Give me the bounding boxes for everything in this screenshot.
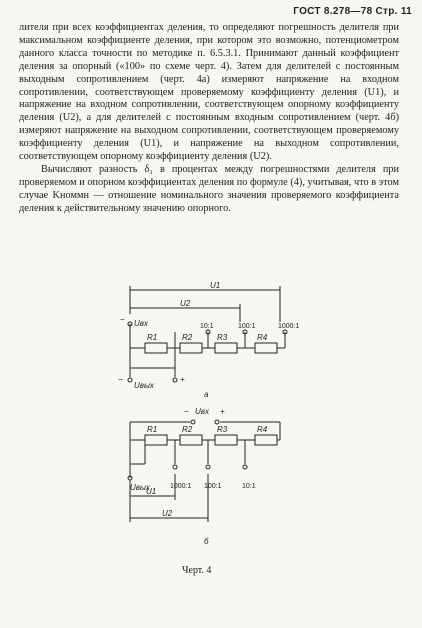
label-b: б bbox=[204, 537, 209, 546]
resistor-r1-b bbox=[145, 435, 167, 445]
label-r4-b: R4 bbox=[257, 425, 268, 434]
resistor-r4-b bbox=[255, 435, 277, 445]
label-uout-b: Uвых bbox=[130, 483, 150, 492]
label-ratio-1000-a: 1000:1 bbox=[278, 323, 300, 330]
label-r4-a: R4 bbox=[257, 333, 268, 342]
resistor-r1-a bbox=[145, 343, 167, 353]
label-r3-b: R3 bbox=[217, 425, 228, 434]
page-header: ГОСТ 8.278—78 Стр. 11 bbox=[293, 6, 412, 17]
resistor-r3-a bbox=[215, 343, 237, 353]
figure-caption: Черт. 4 bbox=[182, 565, 212, 576]
label-minus-out-a: − bbox=[118, 375, 123, 384]
resistor-r2-a bbox=[180, 343, 202, 353]
label-ratio-100-a: 100:1 bbox=[238, 323, 256, 330]
label-r2-b: R2 bbox=[182, 425, 193, 434]
label-u2-b: U2 bbox=[162, 509, 173, 518]
label-ratio-1000-b: 1000:1 bbox=[170, 483, 192, 490]
resistor-r3-b bbox=[215, 435, 237, 445]
label-minus-a: − bbox=[120, 315, 125, 324]
label-ratio-10-b: 10:1 bbox=[242, 483, 256, 490]
label-uin-b: Uвх bbox=[195, 407, 209, 416]
resistor-r2-b bbox=[180, 435, 202, 445]
resistor-r4-a bbox=[255, 343, 277, 353]
label-u2-a: U2 bbox=[180, 299, 191, 308]
label-r3-a: R3 bbox=[217, 333, 228, 342]
label-uin-a: Uвх bbox=[134, 319, 148, 328]
label-r1-a: R1 bbox=[147, 333, 158, 342]
body-text bbox=[19, 22, 399, 216]
label-minus-b: − bbox=[184, 407, 189, 416]
label-plus-a: + bbox=[180, 375, 185, 384]
label-u1-a: U1 bbox=[210, 282, 221, 290]
paragraph-2: Вычисляют разность δ₁ в процентах между погрешностями делителя при проверяемом и опорном коэффициентах деления по формуле (4), учитывая, что в этом случае Kноммн — отношение номинального значения проверяемого коэффициента деления к действительному значению опорного. bbox=[19, 163, 399, 214]
label-r1-b: R1 bbox=[147, 425, 158, 434]
label-ratio-100-b: 100:1 bbox=[204, 483, 222, 490]
label-uout-a: Uвых bbox=[134, 381, 154, 390]
paragraph-1: лителя при всех коэффициентах деления, то определяют погрешность делителя при максимальном коэффициенте деления, при котором это возможно, потенциометром данного класса точности по методике п. 6.5.3.1. Принимают данный коэффициент деления за опорный («100» по схеме черт. 4). Затем для делителей с постоянным выходным сопротивлением (черт. 4а) измеряют напряжение на входном сопротивлении, соответствующем проверяемому коэффициенту деления (U1), и напряжение на входном сопротивлении, соответствующем опорному коэффициенту деления (U2), а для делителей с постоянным входным сопротивлением (черт. 4б) измеряют напряжение на выходном сопротивлении, соответствующем проверяемому коэффициенту деления (U1), и напряжение на выходном сопротивлении, соответствующем опорному коэффициенту деления (U2). bbox=[19, 22, 399, 163]
label-plus-b: + bbox=[220, 407, 225, 416]
label-u1-b: U1 bbox=[146, 487, 157, 496]
label-ratio-10-a: 10:1 bbox=[200, 323, 214, 330]
label-a: а bbox=[204, 390, 209, 399]
circuit-diagrams bbox=[100, 282, 300, 557]
label-r2-a: R2 bbox=[182, 333, 193, 342]
